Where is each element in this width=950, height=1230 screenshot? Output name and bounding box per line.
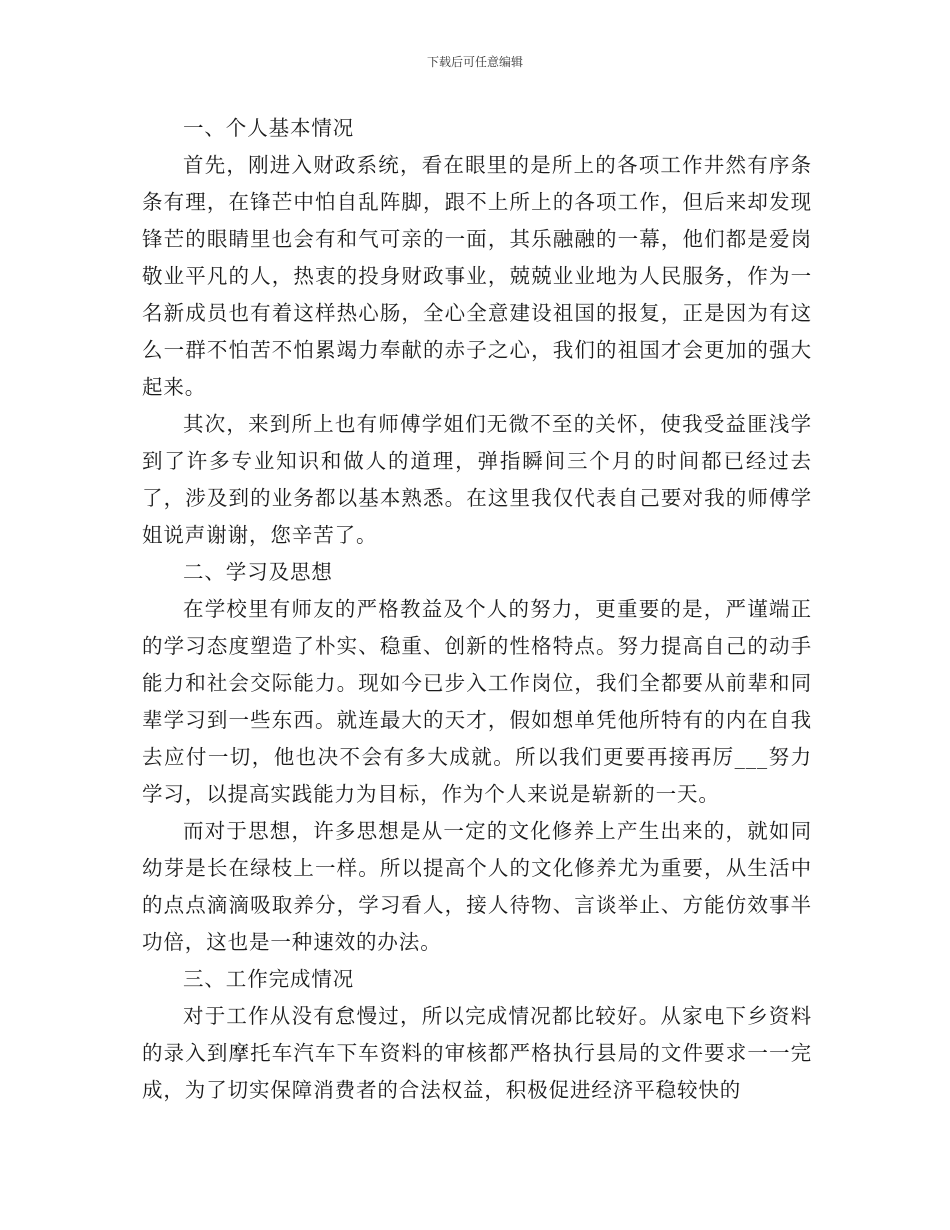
section-heading-personal: 一、个人基本情况: [183, 116, 355, 140]
body-paragraph: 在学校里有师友的严格教益及个人的努力，更重要的是，严谨端正的学习态度塑造了朴实、稳重、创新的性格特点。努力提高自己的动手能力和社会交际能力。现如今已步入工作岗位，我们全都要从前辈和同辈学习到一些东西。就连最大的天才，假如想单凭他所特有的内在自我去应付一切，他也决不会有多大成就。所以我们更要再接再厉___努力学习，以提高实践能力为目标，作为个人来说是崭新的一天。: [142, 597, 812, 806]
page-header-note: 下载后可任意编辑: [426, 55, 523, 69]
body-paragraph: 首先，刚进入财政系统，看在眼里的是所上的各项工作井然有序条条有理，在锋芒中怕自乱阵脚，跟不上所上的各项工作，但后来却发现锋芒的眼睛里也会有和气可亲的一面，其乐融融的一幕，他们都是爱岗敬业平凡的人，热衷的投身财政事业，兢兢业业地为人民服务，作为一名新成员也有着这样热心肠，全心全意建设祖国的报复，正是因为有这么一群不怕苦不怕累竭力奉献的赤子之心，我们的祖国才会更加的强大起来。: [142, 153, 812, 399]
body-paragraph: 而对于思想，许多思想是从一定的文化修养上产生出来的，就如同幼芽是长在绿枝上一样。所以提高个人的文化修养尤为重要，从生活中的点点滴滴吸取养分，学习看人，接人待物、言谈举止、方能仿效事半功倍，这也是一种速效的办法。: [142, 819, 812, 954]
section-heading-work: 三、工作完成情况: [183, 967, 355, 991]
document-body: [142, 110, 812, 1109]
section-heading-study: 二、学习及思想: [183, 560, 333, 584]
body-paragraph: 对于工作从没有怠慢过，所以完成情况都比较好。从家电下乡资料的录入到摩托车汽车下车资料的审核都严格执行县局的文件要求一一完成，为了切实保障消费者的合法权益，积极促进经济平稳较快的: [142, 1004, 812, 1102]
body-paragraph: 其次，来到所上也有师傅学姐们无微不至的关怀，使我受益匪浅学到了许多专业知识和做人的道理，弹指瞬间三个月的时间都已经过去了，涉及到的业务都以基本熟悉。在这里我仅代表自己要对我的师傅学姐说声谢谢，您辛苦了。: [142, 412, 812, 547]
